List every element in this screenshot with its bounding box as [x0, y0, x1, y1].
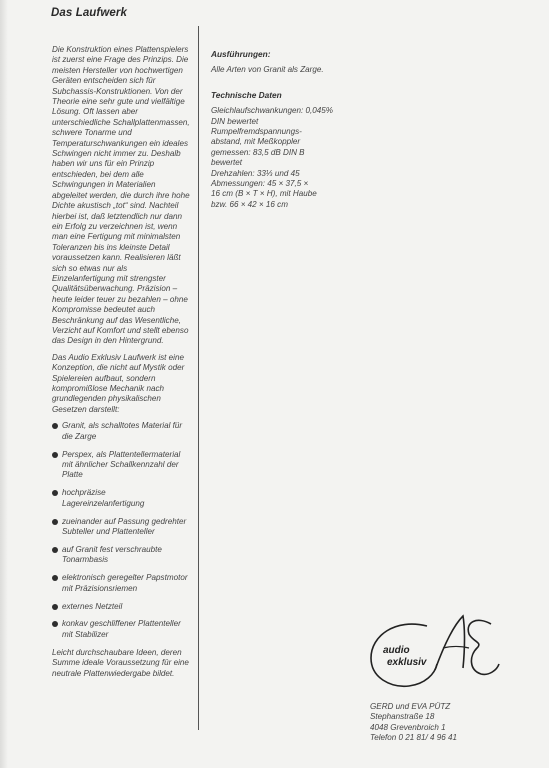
versions-text: Alle Arten von Granit als Zarge. [211, 65, 324, 75]
list-item: auf Granit fest verschraubte Tonarmbasis [52, 545, 190, 566]
list-item: elektronisch geregelter Papstmotor mit Präzisionsriemen [52, 573, 190, 594]
address-block [370, 702, 510, 744]
address-city: 4048 Grevenbroich 1 [370, 722, 446, 732]
logo-word-audio: audio [383, 645, 410, 656]
tech-line: Abmessungen: 45 × 37,5 × [211, 179, 309, 189]
right-column [211, 49, 361, 210]
bullet-icon [52, 490, 58, 496]
feature-list [52, 421, 190, 640]
list-item: Perspex, als Plattentellermaterial mit ähnlicher Schallkennzahl der Platte [52, 450, 190, 481]
list-item: externes Netzteil [52, 602, 190, 612]
tech-line: Drehzahlen: 33⅓ und 45 [211, 168, 300, 178]
tech-data [211, 106, 361, 210]
left-column [52, 45, 190, 685]
closing-paragraph: Leicht durchschaubare Ideen, deren Summe ideale Voraussetzung für eine neutrale Plattenwiedergabe bildet. [52, 647, 189, 678]
tech-line: bzw. 66 × 42 × 16 cm [211, 199, 288, 209]
bullet-icon [52, 575, 58, 581]
tech-line: abstand, mit Meßkoppler [211, 137, 301, 147]
tech-line: 16 cm (B × T × H), mit Haube [211, 189, 317, 199]
bullet-icon [52, 604, 58, 610]
intro-paragraph: Die Konstruktion eines Plattenspielers ist zuerst eine Frage des Prinzips. Die meisten Hersteller von hochwertigen Geräten entscheiden sich für Subchassis-Konstruktionen. Von der Theorie eine sehr gute und vielfältige Lösung. Oft lassen aber unterschiedliche Schallplattenmassen, schwere Tonarme und Temperaturschwankungen ein ideales Schwingen nicht immer zu. Deshalb haben wir uns für ein Prinzip entschieden, bei dem alle Schwingungen in Materialien abgeleitet werden, die durch ihre hohe Dichte akustisch „tot“ sind. Nachteil hierbei ist, daß letztendlich nur dann ein Erfolg zu verzeichnen ist, wenn man eine Fertigung mit minimalsten Toleranzen bis ins kleinste Detail voraussetzen kann. Realisieren läßt sich so etwas nur als Einzelanfertigung mit strengster Qualitätsüberwachung. Präzision – heute leider teuer zu bezahlen – ohne Kompromisse bedeutet auch Beschränkung auf das Wesentliche, Verzicht auf Komfort und stellt ebenso das Design in den Hintergrund. [52, 45, 190, 346]
address-name: GERD und EVA PÜTZ [370, 702, 451, 711]
address-street: Stephanstraße 18 [370, 712, 435, 722]
list-item: zueinander auf Passung gedrehter Subteller und Plattenteller [52, 517, 190, 538]
versions-heading: Ausführungen: [211, 49, 271, 59]
tech-line: bewertet [211, 158, 243, 168]
bullet-icon [52, 423, 58, 429]
bullet-icon [52, 452, 58, 458]
list-item: Granit, als schalltotes Material für die Zarge [52, 421, 190, 442]
logo-word-exklusiv: exklusiv [387, 657, 427, 668]
tech-line: gemessen: 83,5 dB DIN B [211, 147, 305, 157]
audio-exklusiv-logo [365, 608, 505, 698]
page-edge [0, 0, 8, 768]
tech-line: Gleichlaufschwankungen: 0,045% [211, 106, 333, 116]
tech-data-heading: Technische Daten [211, 89, 282, 100]
concept-paragraph: Das Audio Exklusiv Laufwerk ist eine Konzeption, die nicht auf Mystik oder Spielereien aufbaut, sondern kompromißlose Mechanik nach grundlegenden physikalischen Gesetzen darstellt: [52, 352, 185, 414]
tech-line: Rumpelfremdspannungs- [211, 127, 302, 137]
tech-line: DIN bewertet [211, 116, 259, 126]
bullet-icon [52, 547, 58, 553]
bullet-icon [52, 519, 58, 525]
column-divider [198, 26, 199, 730]
list-item: konkav geschliffener Plattenteller mit Stabilizer [52, 619, 190, 640]
page-title: Das Laufwerk [51, 7, 127, 19]
address-phone: Telefon 0 21 81/ 4 96 41 [370, 733, 458, 743]
list-item: hochpräzise Lagereinzelanfertigung [52, 488, 190, 509]
bullet-icon [52, 621, 58, 627]
